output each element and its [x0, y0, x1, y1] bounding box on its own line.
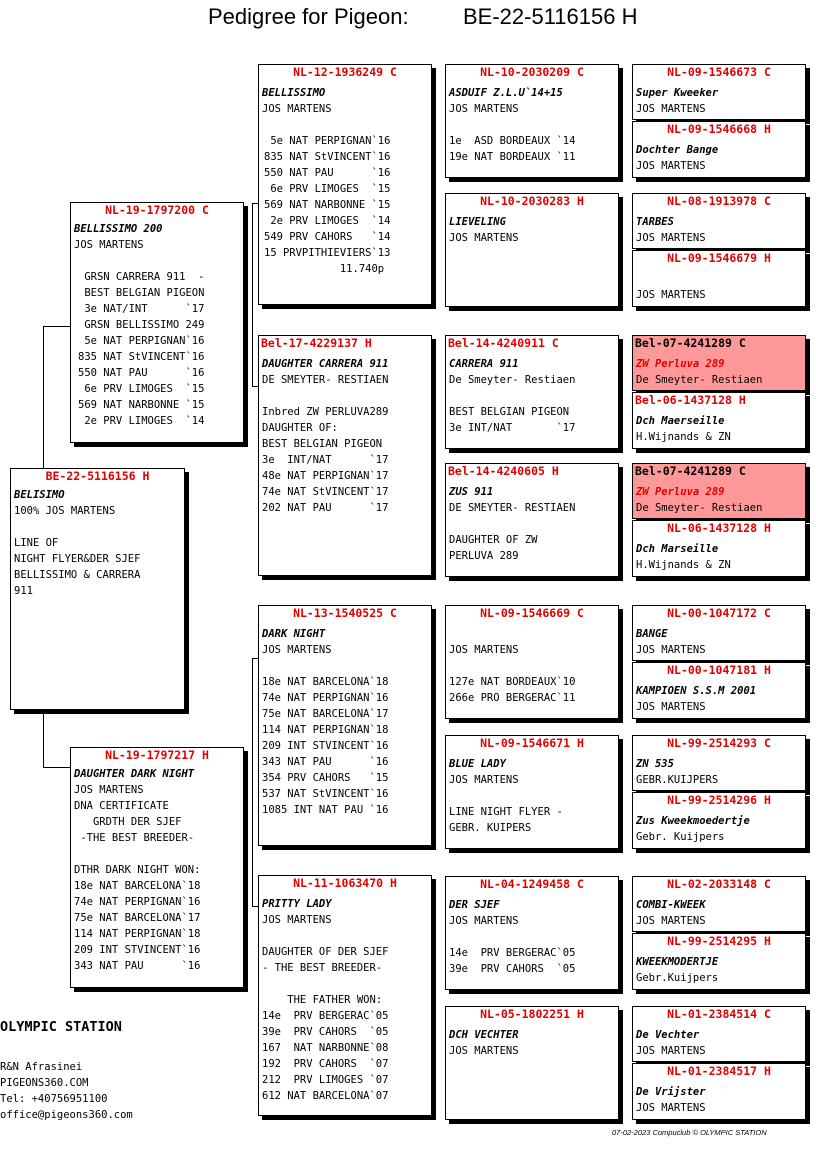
great-grandparent-card-14[interactable] — [632, 933, 806, 990]
pigeon-owner: DE SMEYTER- RESTIAEN — [262, 374, 389, 386]
ring-number: NL-04-1249458 C — [480, 877, 584, 891]
great-grandparent-card-7[interactable] — [632, 463, 806, 519]
dam-dam-sire-card[interactable] — [445, 876, 619, 990]
pigeon-owner: JOS MARTENS — [636, 289, 706, 301]
pigeon-info: 127e NAT BORDEAUX`10 266e PRO BERGERAC`11 — [449, 676, 576, 704]
ring-number: Bel-14-4240605 H — [448, 464, 559, 478]
ring-number: Bel-17-4229137 H — [261, 336, 372, 350]
pigeon-info: DAUGHTER OF ZW PERLUVA 289 — [449, 534, 538, 562]
ring-number: NL-19-1797200 C — [105, 203, 209, 217]
pigeon-name: BELLISSIMO — [262, 87, 326, 99]
ring-number: NL-19-1797217 H — [105, 748, 209, 762]
pigeon-owner: 100% JOS MARTENS — [14, 505, 116, 517]
ring-number: NL-11-1063470 H — [293, 876, 397, 890]
sire-sire-sire-card[interactable] — [445, 64, 619, 178]
great-grandparent-card-11[interactable] — [632, 735, 806, 791]
title-prefix: Pedigree for Pigeon: — [208, 4, 409, 29]
sire-dam-card[interactable] — [258, 335, 432, 576]
pigeon-name: DAUGHTER DARK NIGHT — [74, 768, 195, 780]
pigeon-owner: JOS MARTENS — [449, 915, 519, 927]
connector-line — [43, 326, 70, 327]
pigeon-name: ZW Perluva 289 — [636, 486, 725, 498]
ring-number: NL-09-1546669 C — [480, 606, 584, 620]
great-grandparent-card-3[interactable] — [632, 193, 806, 249]
great-grandparent-card-13[interactable] — [632, 876, 806, 932]
pigeon-owner: JOS MARTENS — [74, 784, 144, 796]
great-grandparent-card-2[interactable] — [632, 121, 806, 178]
pigeon-name: ZW Perluva 289 — [636, 358, 725, 370]
pigeon-owner: H.Wijnands & ZN — [636, 559, 731, 571]
pigeon-owner: De Smeyter- Restiaen — [449, 374, 576, 386]
pigeon-info: DAUGHTER OF DER SJEF - THE BEST BREEDER- THE FATHER WON: 14e PRV BERGERAC`05 39e PRV CAHORS `05 167 NAT NARBONNE`08 192 PRV CAHORS `07 212 PRV LIMOGES `07 612 NAT BARCELONA`07 — [262, 946, 389, 1102]
pigeon-owner: JOS MARTENS — [262, 103, 332, 115]
pigeon-name — [633, 271, 805, 287]
ring-number: NL-00-1047172 C — [667, 606, 771, 620]
sire-dam-dam-card[interactable] — [445, 463, 619, 577]
connector-line — [252, 203, 253, 387]
pigeon-name: DER SJEF — [449, 899, 500, 911]
pigeon-info: BEST BELGIAN PIGEON 3e INT/NAT `17 — [449, 406, 576, 434]
ring-number: Bel-14-4240911 C — [448, 336, 559, 350]
page-title — [0, 4, 816, 32]
connector-line — [43, 326, 44, 468]
ring-number: NL-06-1437128 H — [667, 521, 771, 535]
ring-number: NL-05-1802251 H — [480, 1007, 584, 1021]
station-contact: R&N Afrasinei PIGEONS360.COM Tel: +40756951100 office@pigeons360.com — [0, 1061, 133, 1121]
pigeon-owner: JOS MARTENS — [636, 1045, 706, 1057]
ring-number: NL-99-2514293 C — [667, 736, 771, 750]
sire-dam-sire-card[interactable] — [445, 335, 619, 449]
sire-sire-dam-card[interactable] — [445, 193, 619, 307]
pigeon-name: ZN 535 — [636, 758, 674, 770]
ring-number: Bel-06-1437128 H — [635, 393, 746, 407]
pigeon-name: KWEEKMODERTJE — [636, 956, 719, 968]
pigeon-info: LINE OF NIGHT FLYER&DER SJEF BELLISSIMO & CARRERA 911 — [14, 537, 141, 597]
pigeon-owner: JOS MARTENS — [449, 232, 519, 244]
ring-number: NL-09-1546668 H — [667, 122, 771, 136]
ring-number: NL-09-1546673 C — [667, 65, 771, 79]
pigeon-name: BELISIMO — [14, 489, 65, 501]
pigeon-owner: JOS MARTENS — [636, 232, 706, 244]
pigeon-name: ZUS 911 — [449, 486, 494, 498]
dam-sire-sire-card[interactable] — [445, 605, 619, 719]
pigeon-name — [446, 626, 618, 642]
pigeon-name: KAMPIOEN S.S.M 2001 — [636, 685, 757, 697]
pigeon-name: Dch Marseille — [636, 543, 719, 555]
pigeon-info: 5e NAT PERPIGNAN`16 835 NAT StVINCENT`16 550 NAT PAU `16 6e PRV LIMOGES `15 569 NAT NARBONNE `15 2e PRV LIMOGES `14 549 PRV CAHORS `14 15 PRVPITHIEVIERS`13 11.740p — [264, 135, 391, 275]
great-grandparent-card-6[interactable] — [632, 392, 806, 449]
pigeon-name: Dochter Bange — [636, 144, 719, 156]
ring-number: NL-99-2514295 H — [667, 934, 771, 948]
pigeon-name: CARRERA 911 — [449, 358, 519, 370]
pigeon-owner: JOS MARTENS — [636, 1102, 706, 1114]
pigeon-owner: DE SMEYTER- RESTIAEN — [449, 502, 576, 514]
ring-number: NL-09-1546679 H — [667, 251, 771, 265]
pigeon-owner: JOS MARTENS — [449, 1045, 519, 1057]
ring-number: NL-10-2030283 H — [480, 194, 584, 208]
pigeon-owner: De Smeyter- Restiaen — [636, 374, 763, 386]
ring-number: Bel-07-4241289 C — [635, 464, 746, 478]
pigeon-info: 1e ASD BORDEAUX `14 19e NAT BORDEAUX `11 — [449, 135, 576, 163]
pigeon-owner: De Smeyter- Restiaen — [636, 502, 763, 514]
pigeon-info: Inbred ZW PERLUVA289 DAUGHTER OF: BEST BELGIAN PIGEON 3e INT/NAT `17 48e NAT PERPIGNAN`17 74e NAT StVINCENT`17 202 NAT PAU `17 — [262, 406, 389, 514]
dam-sire-dam-card[interactable] — [445, 735, 619, 849]
great-grandparent-card-10[interactable] — [632, 662, 806, 719]
dam-dam-card[interactable] — [258, 875, 432, 1116]
ring-number: NL-01-2384517 H — [667, 1064, 771, 1078]
ring-number: NL-09-1546671 H — [480, 736, 584, 750]
ring-number: NL-12-1936249 C — [293, 65, 397, 79]
ring-number: BE-22-5116156 H — [45, 469, 150, 483]
ring-number: NL-01-2384514 C — [667, 1007, 771, 1021]
subject-pigeon-card[interactable] — [10, 468, 185, 710]
dam-dam-dam-card[interactable] — [445, 1006, 619, 1120]
pigeon-name: Zus Kweekmoedertje — [636, 815, 750, 827]
ring-number: NL-10-2030209 C — [480, 65, 584, 79]
connector-line — [43, 710, 44, 767]
pigeon-name: Super Kweeker — [636, 87, 719, 99]
ring-number: NL-99-2514296 H — [667, 793, 771, 807]
pigeon-name: BLUE LADY — [449, 758, 506, 770]
pigeon-owner: H.Wijnands & ZN — [636, 431, 731, 443]
ring-number: NL-02-2033148 C — [667, 877, 771, 891]
pigeon-name: ASDUIF Z.L.U`14+15 — [449, 87, 563, 99]
ring-number: Bel-07-4241289 C — [635, 336, 746, 350]
pigeon-owner: JOS MARTENS — [449, 774, 519, 786]
connector-line — [252, 658, 253, 906]
great-grandparent-card-8[interactable] — [632, 520, 806, 577]
great-grandparent-card-15[interactable] — [632, 1006, 806, 1062]
pigeon-name: De Vrijster — [636, 1086, 706, 1098]
ring-number: NL-00-1047181 H — [667, 663, 771, 677]
pigeon-owner: JOS MARTENS — [449, 644, 519, 656]
pigeon-name: DAUGHTER CARRERA 911 — [262, 358, 389, 370]
sire-sire-card[interactable] — [258, 64, 432, 305]
great-grandparent-card-9[interactable] — [632, 605, 806, 661]
pigeon-owner: JOS MARTENS — [636, 103, 706, 115]
pigeon-owner: JOS MARTENS — [449, 103, 519, 115]
great-grandparent-card-4[interactable] — [632, 250, 806, 307]
pigeon-owner: Gebr. Kuijpers — [636, 831, 725, 843]
pigeon-name: De Vechter — [636, 1029, 700, 1041]
dam-sire-card[interactable] — [258, 605, 432, 846]
pigeon-name: COMBI-KWEEK — [636, 899, 706, 911]
pigeon-name: TARBES — [636, 216, 674, 228]
pigeon-owner: JOS MARTENS — [74, 239, 144, 251]
ring-number: NL-13-1540525 C — [293, 606, 397, 620]
pigeon-name: BELLISSIMO 200 — [74, 223, 163, 235]
pigeon-name: DCH VECHTER — [449, 1029, 519, 1041]
connector-line — [43, 767, 70, 768]
great-grandparent-card-1[interactable] — [632, 64, 806, 120]
pigeon-info: LINE NIGHT FLYER - GEBR. KUIPERS — [449, 806, 563, 834]
pigeon-info: 14e PRV BERGERAC`05 39e PRV CAHORS `05 — [449, 947, 576, 975]
ring-number: NL-08-1913978 C — [667, 194, 771, 208]
pigeon-name: Dch Maerseille — [636, 415, 725, 427]
pigeon-owner: JOS MARTENS — [636, 915, 706, 927]
great-grandparent-card-12[interactable] — [632, 792, 806, 849]
pigeon-name: PRITTY LADY — [262, 898, 332, 910]
pigeon-info: 18e NAT BARCELONA`18 74e NAT PERPIGNAN`16 75e NAT BARCELONA`17 114 NAT PERPIGNAN`18 209 INT STVINCENT`16 343 NAT PAU `16 354 PRV CAHORS `15 537 NAT StVINCENT`16 1085 INT NAT PAU `16 — [262, 676, 389, 816]
pigeon-name: DARK NIGHT — [262, 628, 326, 640]
footer-credit: 07-02-2023 Compuclub © OLYMPIC STATION — [612, 1128, 767, 1137]
great-grandparent-card-16[interactable] — [632, 1063, 806, 1120]
title-ring: BE-22-5116156 H — [463, 4, 638, 29]
pigeon-owner: JOS MARTENS — [636, 160, 706, 172]
pigeon-info: DNA CERTIFICATE GRDTH DER SJEF -THE BEST BREEDER- DTHR DARK NIGHT WON: 18e NAT BARCELONA`18 74e NAT PERPIGNAN`16 75e NAT BARCELONA`17 114 NAT PERPIGNAN`18 209 INT STVINCENT`16 343 NAT PAU `16 — [74, 800, 201, 972]
dam-card[interactable] — [70, 747, 244, 988]
pigeon-info: GRSN CARRERA 911 - BEST BELGIAN PIGEON 3e NAT/INT `17 GRSN BELLISSIMO 249 5e NAT PERPIGNAN`16 835 NAT StVINCENT`16 550 NAT PAU `16 6e PRV LIMOGES `15 569 NAT NARBONNE `15 2e PRV LIMOGES `14 — [78, 271, 205, 427]
pigeon-owner: Gebr.Kuijpers — [636, 972, 719, 984]
pigeon-owner: JOS MARTENS — [262, 914, 332, 926]
sire-card[interactable] — [70, 202, 244, 443]
station-name: OLYMPIC STATION — [0, 1019, 122, 1035]
pigeon-owner: GEBR.KUIJPERS — [636, 774, 719, 786]
pigeon-owner: JOS MARTENS — [636, 701, 706, 713]
pigeon-owner: JOS MARTENS — [262, 644, 332, 656]
pigeon-owner: JOS MARTENS — [636, 644, 706, 656]
great-grandparent-card-5[interactable] — [632, 335, 806, 391]
pigeon-name: LIEVELING — [449, 216, 506, 228]
pigeon-name: BANGE — [636, 628, 668, 640]
